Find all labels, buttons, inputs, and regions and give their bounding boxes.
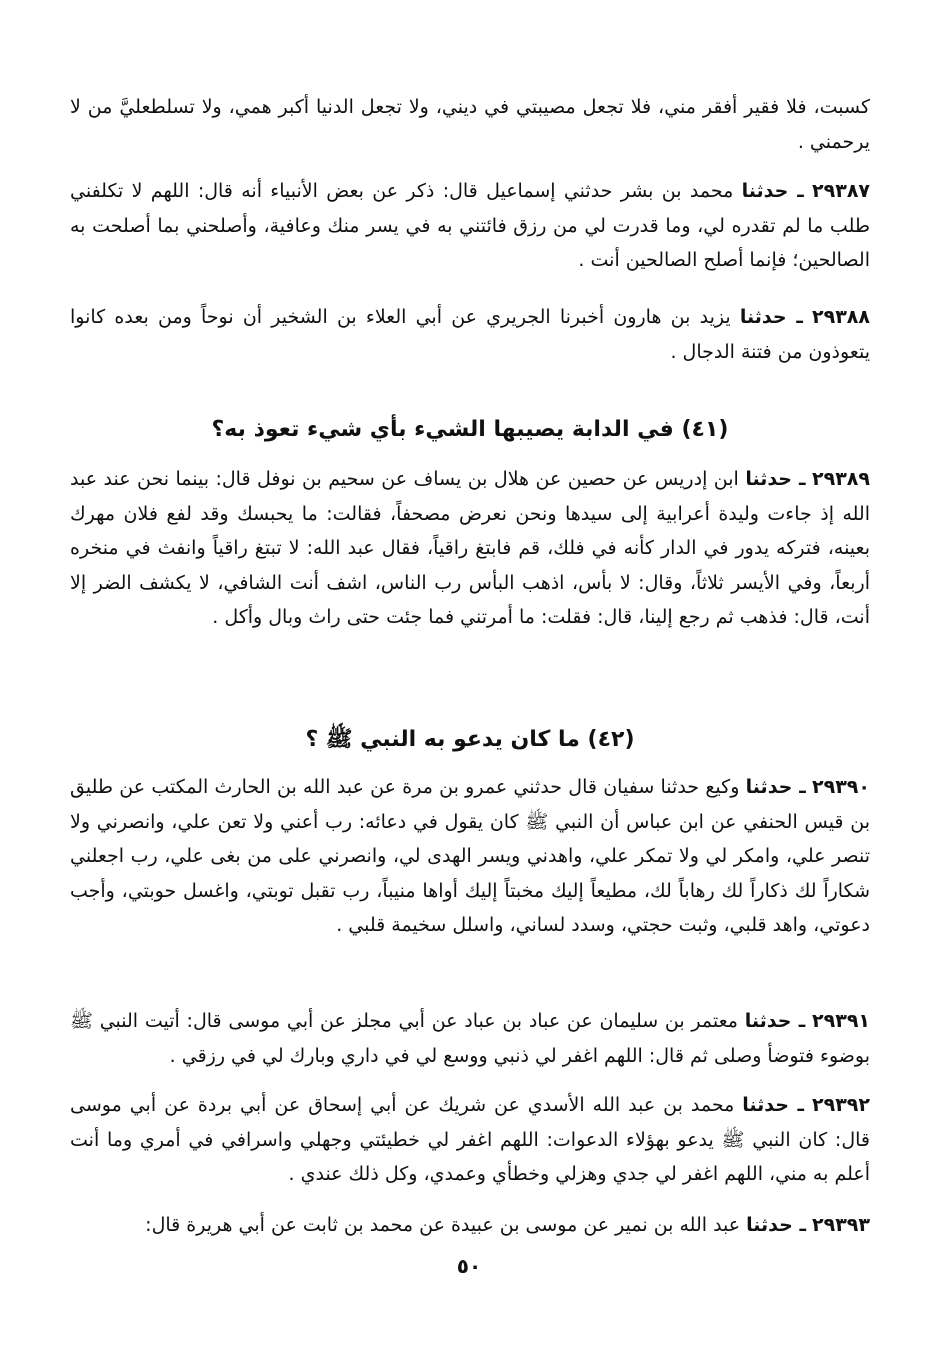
hadith-number: ٢٩٣٩١ xyxy=(812,1010,871,1032)
hadith-text: ابن إدريس عن حصين عن هلال بن يساف عن سحيم بن نوفل قال: بينما نحن عند عبد الله إذ جاءت وليدة أعرابية إلى سيدها ونحن نعرض مصحفاً، فقالت: ما يحبسك وقد لفع فلان مهرك بعينه، فتركه يدور في الدار كأنه في فلك، قم فابتغ راقياً، فقال عبد الله: لا تبتغ راقياً وانفث في منخره أربعاً، وفي الأيسر ثلاثاً، وقال: لا بأس، اذهب البأس رب الناس، اشف أنت الشافي، لا يكشف الضر إلا أنت، قال: فذهب ثم رجع إلينا، قال: فقلت: ما أمرتني فما جئت حتى راث وبال وأكل . xyxy=(70,468,870,628)
hadith-number: ٢٩٣٨٩ xyxy=(812,468,870,490)
hadith-29389: ٢٩٣٨٩ ـ حدثنا ابن إدريس عن حصين عن هلال بن يساف عن سحيم بن نوفل قال: بينما نحن عند عبد الله إذ جاءت وليدة أعرابية إلى سيدها ونحن نعرض مصحفاً، فقالت: ما يحبسك وقد لفع فلان مهرك بعينه، فتركه يدور في الدار كأنه في فلك، قم فابتغ راقياً، فقال عبد الله: لا تبتغ راقياً وانفث في منخره أربعاً، وفي الأيسر ثلاثاً، وقال: لا بأس، اذهب البأس رب الناس، اشف أنت الشافي، لا يكشف الضر إلا أنت، قال: فذهب ثم رجع إلينا، قال: فقلت: ما أمرتني فما جئت حتى راث وبال وأكل . xyxy=(70,468,870,628)
section-heading-41: (٤١) في الدابة يصيبها الشيء بأي شيء تعوذ به؟ xyxy=(211,417,729,442)
hadith-number: ٢٩٣٩٣ xyxy=(812,1214,870,1236)
hadith-number: ٢٩٣٩٠ xyxy=(812,776,870,798)
hadith-29388: ٢٩٣٨٨ ـ حدثنا يزيد بن هارون أخبرنا الجريري عن أبي العلاء بن الشخير أن نوحاً ومن بعده كانوا يتعوذون من فتنة الدجال . xyxy=(70,306,870,363)
hadith-text: محمد بن عبد الله الأسدي عن شريك عن أبي إسحاق عن أبي بردة عن أبي موسى قال: كان النبي ﷺ يدعو بهؤلاء الدعوات: اللهم اغفر لي خطيئتي وجهلي واسرافي في أمري وما أنت أعلم به مني، اللهم اغفر لي جدي وهزلي وخطأي وعمدي، وكل ذلك عندي . xyxy=(70,1094,870,1185)
hadith-lead: حدثنا xyxy=(742,1094,789,1116)
hadith-lead: حدثنا xyxy=(745,776,793,798)
hadith-lead: حدثنا xyxy=(744,1010,792,1032)
hadith-lead: حدثنا xyxy=(739,306,787,328)
hadith-29391: ٢٩٣٩١ ـ حدثنا معتمر بن سليمان عن عباد بن عباد عن أبي مجلز عن أبي موسى قال: أتيت النبي ﷺ بوضوء فتوضأ وصلى ثم قال: اللهم اغفر لي ذنبي ووسع لي في داري وبارك لي في رزقي . xyxy=(70,1010,871,1067)
hadith-number: ٢٩٣٩٢ xyxy=(812,1094,870,1116)
hadith-29392: ٢٩٣٩٢ ـ حدثنا محمد بن عبد الله الأسدي عن شريك عن أبي إسحاق عن أبي بردة عن أبي موسى قال: كان النبي ﷺ يدعو بهؤلاء الدعوات: اللهم اغفر لي خطيئتي وجهلي واسرافي في أمري وما أنت أعلم به مني، اللهم اغفر لي جدي وهزلي وخطأي وعمدي، وكل ذلك عندي . xyxy=(70,1094,870,1185)
hadith-text: محمد بن بشر حدثني إسماعيل قال: ذكر عن بعض الأنبياء أنه قال: اللهم لا تكلفني طلب ما لم تقدره لي، وما قدرت لي من رزق فائتني به في يسر منك وعافية، وأصلحني بما أصلحت به الصالحين؛ فإنما أصلح الصالحين أنت . xyxy=(70,180,870,271)
hadith-lead: حدثنا xyxy=(745,468,793,490)
paragraph-text: كسبت، فلا فقير أفقر مني، فلا تجعل مصيبتي في ديني، ولا تجعل الدنيا أكبر همي، ولا تسلطعليَّ من لا يرحمني . xyxy=(70,96,870,153)
hadith-text: عبد الله بن نمير عن موسى بن عبيدة عن محمد بن ثابت عن أبي هريرة قال: xyxy=(145,1214,741,1236)
hadith-text: معتمر بن سليمان عن عباد بن عباد عن أبي مجلز عن أبي موسى قال: أتيت النبي ﷺ بوضوء فتوضأ وصلى ثم قال: اللهم اغفر لي ذنبي ووسع لي في داري وبارك لي في رزقي . xyxy=(70,1010,870,1067)
section-heading-42: (٤٢) ما كان يدعو به النبي ﷺ ؟ xyxy=(305,727,635,752)
hadith-lead: حدثنا xyxy=(741,180,789,202)
hadith-text: يزيد بن هارون أخبرنا الجريري عن أبي العلاء بن الشخير أن نوحاً ومن بعده كانوا يتعوذون من فتنة الدجال . xyxy=(70,306,870,363)
hadith-lead: حدثنا xyxy=(746,1214,793,1236)
hadith-number: ٢٩٣٨٧ xyxy=(812,180,871,202)
page-number: ٥٠ xyxy=(456,1254,482,1278)
hadith-text: وكيع حدثنا سفيان قال حدثني عمرو بن مرة عن عبد الله بن الحارث المكتب عن طليق بن قيس الحنفي عن ابن عباس أن النبي ﷺ كان يقول في دعائه: رب أعني ولا تعن علي، وانصرني ولا تنصر علي، وامكر لي ولا تمكر علي، واهدني ويسر الهدى لي، وانصرني على من بغى علي، رب اجعلني شكاراً لك ذكاراً لك رهاباً لك، مطيعاً إليك مخبتاً إليك أواها منيباً، رب تقبل توبتي، واغسل حوبتي، وأجب دعوتي، واهد قلبي، وثبت حجتي، وسدد لساني، واسلل سخيمة قلبي . xyxy=(70,776,870,936)
hadith-29393: ٢٩٣٩٣ ـ حدثنا عبد الله بن نمير عن موسى بن عبيدة عن محمد بن ثابت عن أبي هريرة قال: xyxy=(145,1214,870,1236)
hadith-29387: ٢٩٣٨٧ ـ حدثنا محمد بن بشر حدثني إسماعيل قال: ذكر عن بعض الأنبياء أنه قال: اللهم لا تكلفني طلب ما لم تقدره لي، وما قدرت لي من رزق فائتني به في يسر منك وعافية، وأصلحني بما أصلحت به الصالحين؛ فإنما أصلح الصالحين أنت . xyxy=(70,180,871,271)
page-content xyxy=(70,90,870,1320)
paragraph-continuation xyxy=(70,90,870,159)
hadith-29390: ٢٩٣٩٠ ـ حدثنا وكيع حدثنا سفيان قال حدثني عمرو بن مرة عن عبد الله بن الحارث المكتب عن طليق بن قيس الحنفي عن ابن عباس أن النبي ﷺ كان يقول في دعائه: رب أعني ولا تعن علي، وانصرني ولا تنصر علي، وامكر لي ولا تمكر علي، واهدني ويسر الهدى لي، وانصرني على من بغى علي، رب اجعلني شكاراً لك ذكاراً لك رهاباً لك، مطيعاً إليك مخبتاً إليك أواها منيباً، رب تقبل توبتي، واغسل حوبتي، وأجب دعوتي، واهد قلبي، وثبت حجتي، وسدد لساني، واسلل سخيمة قلبي . xyxy=(70,776,870,936)
hadith-number: ٢٩٣٨٨ xyxy=(812,306,870,328)
